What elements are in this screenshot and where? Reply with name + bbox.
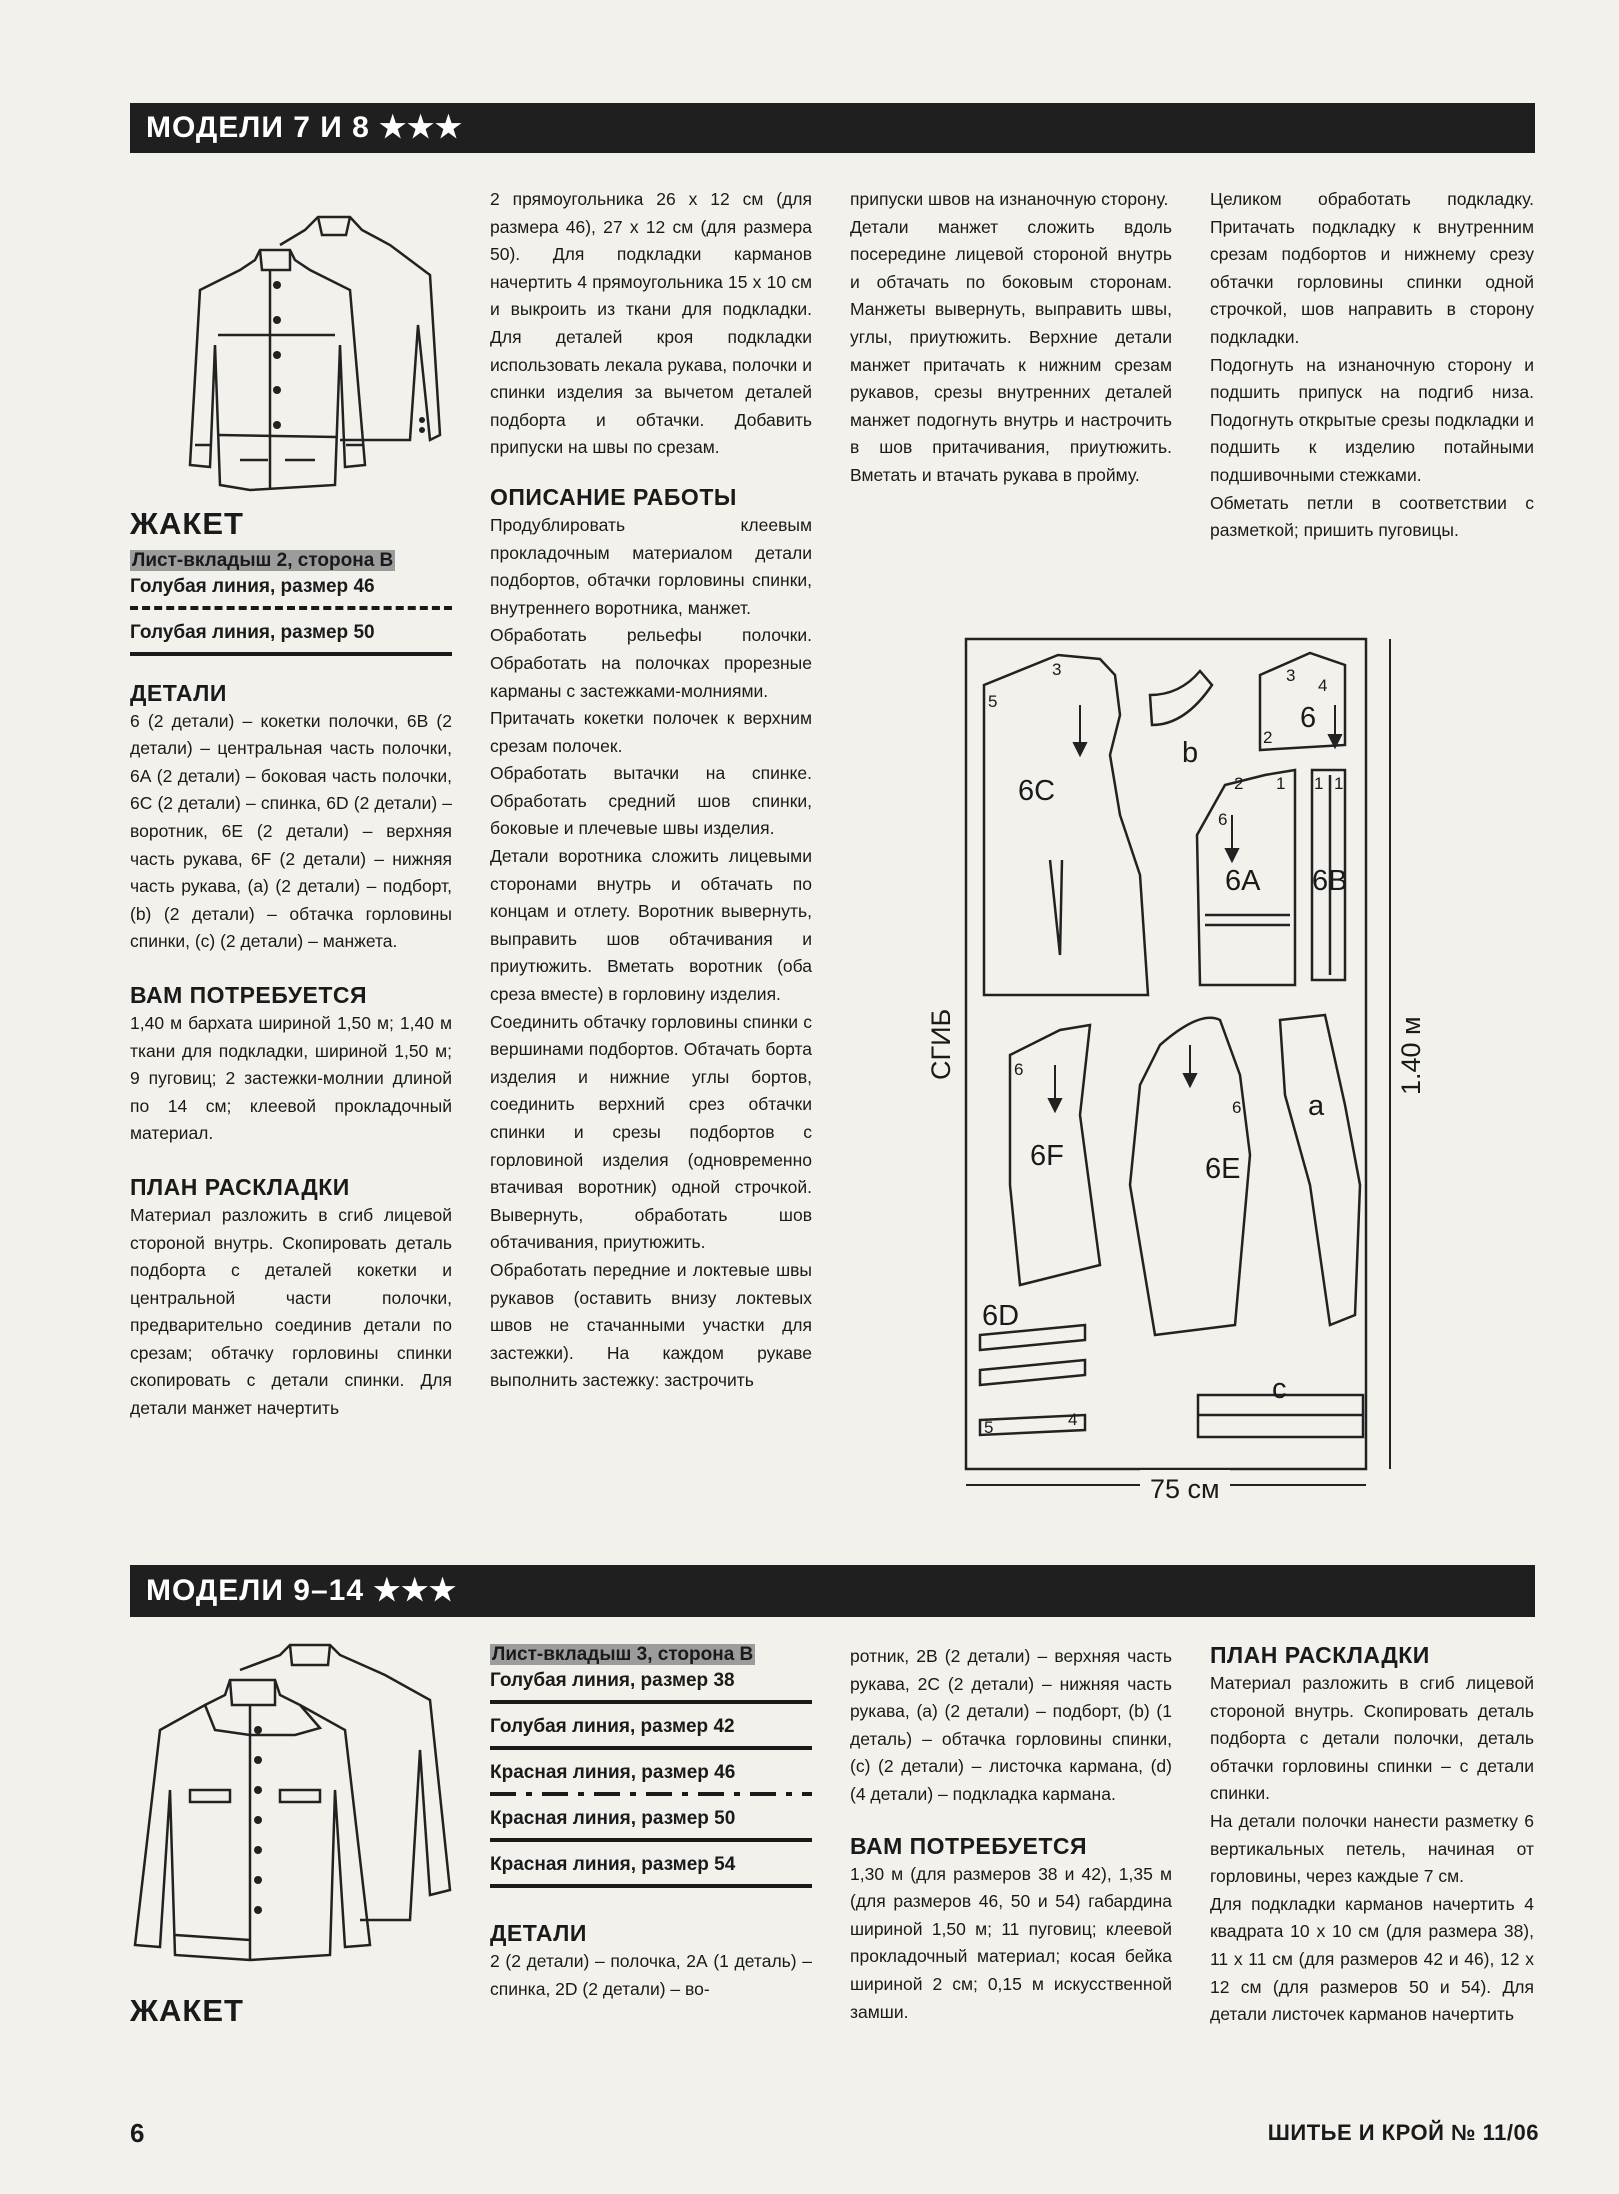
jacket-title-1: ЖАКЕТ <box>130 506 244 541</box>
work-p5: Детали воротника сложить лицевыми сторонами внутрь и обтачать по концам и отлету. Воротник вывернуть, выправить шов обтачивания и приутюжить. Вметать воротник (оба среза вместе) в горловину изделия. <box>490 846 812 1005</box>
sheet-ref-1: Лист-вкладыш 2, сторона В <box>132 549 394 571</box>
s2-column-3 <box>850 1643 1172 2026</box>
mark-6a: 6 <box>1218 810 1228 829</box>
piece-6B: 6B <box>1312 865 1348 897</box>
work-heading: ОПИСАНИЕ РАБОТЫ <box>490 483 737 510</box>
col4-p1: Целиком обработать подкладку. Притачать подкладку к внутренним срезам подбортов и нижнему срезу обтачки горловины спинки одной строчкой, шов направить в сторону подкладки. <box>1210 189 1534 347</box>
mark-1b: 1 <box>1314 774 1324 793</box>
plan-p2-2: На детали полочки нанести разметку 6 вертикальных петель, начиная от горловины, через каждые 7 см. <box>1210 1810 1534 1887</box>
column-4 <box>1210 186 1534 545</box>
piece-6F: 6F <box>1030 1140 1064 1172</box>
mark-3a: 3 <box>1052 660 1062 679</box>
col3-p1: припуски швов на изнаночную сторону. <box>850 189 1169 209</box>
need-text-1: 1,40 м бархата шириной 1,50 м; 1,40 м ткани для подкладки, шириной 1,50 м; 9 пуговиц; 2 застежки-молнии длиной по 14 см; клеевой прокладочный материал. <box>130 1012 452 1144</box>
width-label: 75 см <box>1150 1474 1220 1504</box>
plan-p1-2: Материал разложить в сгиб лицевой стороной внутрь. Скопировать деталь подборта с детали полочки, деталь обтачки горловины спинки – с детали спинки. <box>1210 1673 1534 1804</box>
col3-p2: Детали манжет сложить вдоль посередине лицевой стороной внутрь и обтачать по боковым сторонам. Манжеты вывернуть, выправить швы, углы, приутюжить. Верхние детали манжет притачать к нижним срезам рукавов, срезы внутренних деталей манжет подогнуть внутрь и настрочить в шов притачивания, приутюжить. Вметать и втачать рукава в пройму. <box>850 216 1172 485</box>
mark-3b: 3 <box>1286 666 1296 685</box>
plan-heading-2: ПЛАН РАСКЛАДКИ <box>1210 1642 1430 1668</box>
s2-column-2 <box>490 1642 812 2003</box>
details-text-1: 6 (2 детали) – кокетки полочки, 6В (2 детали) – центральная часть полочки, 6А (2 детали) – боковая часть полочки, 6С (2 детали) – спинка, 6D (2 детали) – воротник, 6Е (2 детали) – верхняя часть рукава, 6F (2 детали) – нижняя часть рукава, (а) (2 детали) – подборт, (b) (2 детали) – обтачка горловины спинки, (с) (2 детали) – манжета. <box>130 710 452 952</box>
section2-banner: МОДЕЛИ 9–14 ★★★ <box>130 1565 1535 1617</box>
size-line-42: Голубая линия, размер 42 <box>490 1716 735 1737</box>
mark-5b: 5 <box>984 1418 994 1437</box>
mark-4b: 4 <box>1068 1410 1078 1429</box>
piece-6D: 6D <box>982 1300 1020 1332</box>
piece-6C: 6C <box>1018 775 1056 807</box>
size-line-46: Голубая линия, размер 46 <box>130 575 375 597</box>
plan-heading-1: ПЛАН РАСКЛАДКИ <box>130 1173 350 1200</box>
col2-intro: 2 прямоугольника 26 х 12 см (для размера 46), 27 х 12 см (для размера 50). Для подкладки карманов начертить 4 прямоугольника 15 х 10 см и выкроить из ткани для подкладки. Для деталей кроя подкладки использовать лекала рукава, полочки и спинки изделия за вычетом деталей подборта и обтачки. Добавить припуски на швы по срезам. <box>490 189 812 458</box>
size-line-54r: Красная линия, размер 54 <box>490 1854 736 1875</box>
details-heading-2: ДЕТАЛИ <box>490 1920 587 1946</box>
col4-p3: Обметать петли в соответствии с разметкой; пришить пуговицы. <box>1210 492 1534 541</box>
size-line-50r: Красная линия, размер 50 <box>490 1808 736 1829</box>
height-label: 1.40 м <box>1396 1016 1426 1095</box>
need-text-2: 1,30 м (для размеров 38 и 42), 1,35 м (для размеров 46, 50 и 54) габардина шириной 1,50 м; 11 пуговиц; клеевой прокладочный материал; косая бейка шириной 2 см; 0,15 м искусственной замши. <box>850 1863 1172 2022</box>
jacket-sketch-models-7-8 <box>140 205 470 505</box>
need-heading-1: ВАМ ПОТРЕБУЕТСЯ <box>130 981 368 1008</box>
size-line-46r: Красная линия, размер 46 <box>490 1762 736 1783</box>
mark-5a: 5 <box>988 692 998 711</box>
details-text-2: 2 (2 детали) – полочка, 2А (1 деталь) – спинка, 2D (2 детали) – во- <box>490 1951 812 1999</box>
mark-6b: 6 <box>1014 1060 1024 1079</box>
mark-2a: 2 <box>1263 728 1273 747</box>
work-p6: Соединить обтачку горловины спинки с вершинами подбортов. Обтачать борта изделия и нижние углы бортов, соединить верхний срез обтачки спинки и срезы подбортов с горловиной изделия (одновременно втачивая воротник) одной строчкой. Вывернуть, обработать шов обтачивания, приутюжить. <box>490 1011 812 1253</box>
piece-6E: 6E <box>1205 1153 1241 1185</box>
s2-column-4 <box>1210 1640 1534 2029</box>
details-heading-1: ДЕТАЛИ <box>130 679 227 706</box>
piece-b: b <box>1182 737 1199 769</box>
plan-p3-2: Для подкладки карманов начертить 4 квадрата 10 х 10 см (для размера 38), 11 х 11 см (для размеров 42 и 46), 12 х 12 см (для размеров 50 и 54). Для детали листочек карманов начертить <box>1210 1893 1534 2025</box>
piece-6A: 6A <box>1225 865 1261 897</box>
work-p1: Продублировать клеевым прокладочным материалом детали подбортов, обтачки горловины спинки, внутреннего воротника, манжет. <box>490 514 812 618</box>
sheet-ref-2: Лист-вкладыш 3, сторона В <box>492 1644 754 1665</box>
mark-6c: 6 <box>1232 1098 1242 1117</box>
page-number: 6 <box>130 2118 145 2148</box>
s2-col3-text: ротник, 2В (2 детали) – верхняя часть рукава, 2С (2 детали) – нижняя часть рукава, (а) (2 детали) – подборт, (b) (1 деталь) – обтачка горловины спинки, (с) (2 детали) – листочка кармана, (d) (4 детали) – подкладка кармана. <box>850 1646 1172 1804</box>
size-line-38: Голубая линия, размер 38 <box>490 1670 735 1691</box>
magazine-name: ШИТЬЕ И КРОЙ № 11/06 <box>1267 2120 1539 2145</box>
column-2 <box>490 186 812 1395</box>
need-heading-2: ВАМ ПОТРЕБУЕТСЯ <box>850 1832 1088 1859</box>
mark-2b: 2 <box>1234 774 1244 793</box>
work-p4: Обработать вытачки на спинке. Обработать средний шов спинки, боковые и плечевые швы изделия. <box>490 763 812 839</box>
work-p7: Обработать передние и локтевые швы рукавов (оставить внизу локтевых швов не стачанными участки для застежки). На каждом рукаве выполнить застежку: застрочить <box>490 1259 812 1391</box>
piece-c: c <box>1272 1373 1287 1405</box>
size-line-50: Голубая линия, размер 50 <box>130 621 375 643</box>
mark-1a: 1 <box>1276 774 1286 793</box>
work-p2: Обработать рельефы полочки. Обработать на полочках прорезные карманы с застежками-молниями. <box>490 625 812 701</box>
piece-6: 6 <box>1300 702 1317 734</box>
work-p3: Притачать кокетки полочек к верхним срезам полочек. <box>490 708 812 756</box>
section1-banner: МОДЕЛИ 7 И 8 ★★★ <box>130 103 1535 153</box>
fold-label: СГИБ <box>926 1008 956 1080</box>
column-3 <box>850 186 1172 490</box>
col4-p2: Подогнуть на изнаночную сторону и подшить припуск на подгиб низа. Подогнуть открытые срезы подкладки и подшить к изделию потайными подшивочными стежками. <box>1210 354 1534 485</box>
jacket-sketch-models-9-14 <box>130 1640 460 1970</box>
mark-4a: 4 <box>1318 676 1328 695</box>
column-1 <box>130 506 452 1423</box>
plan-text-1: Материал разложить в сгиб лицевой стороной внутрь. Скопировать деталь подборта с деталей кокетки и центральной части полочки, предварительно соединив детали по срезам; обтачку горловины спинки скопировать с детали спинки. Для детали манжет начертить <box>130 1204 452 1419</box>
jacket-title-2: ЖАКЕТ <box>130 1993 244 2028</box>
cutting-layout-diagram <box>926 625 1430 1505</box>
piece-a: a <box>1308 1090 1325 1122</box>
mark-1c: 1 <box>1334 774 1344 793</box>
